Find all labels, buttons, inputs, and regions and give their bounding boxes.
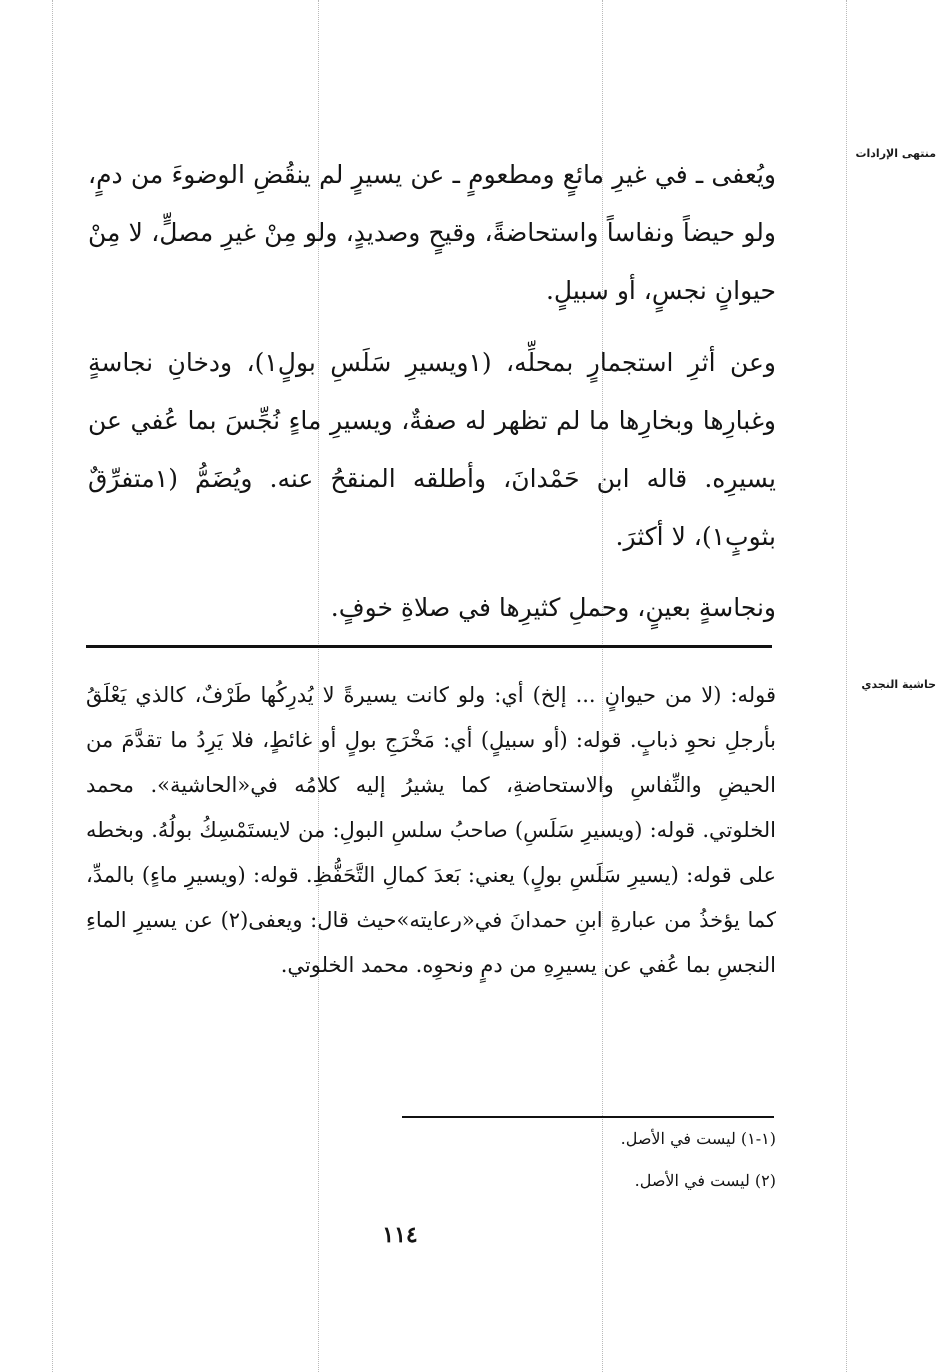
main-text-block — [88, 579, 776, 637]
footnote-2: (٢) ليست في الأصل. — [634, 1171, 776, 1190]
main-paragraph-2: وعن أثرِ استجمارٍ بمحلِّه، (١ويسيرِ سَلَسِ بولٍ١)، ودخانِ نجاسةٍ وغبارِها وبخارِها ما لم تظهر له صفةٌ، ويسيرِ ماءٍ نُجِّسَ بما عُفي عن يسيرِه. قاله ابن حَمْدانَ، وأطلقه المنقحُ عنه. ويُضَمُّ (١متفرِّقٌ بثوبٍ١)، لا أكثرَ. — [88, 348, 777, 551]
scan-guide-line — [846, 0, 847, 1372]
margin-label-main-source: منتهى الإرادات — [855, 147, 936, 160]
scan-guide-line — [52, 0, 53, 1372]
footnote-1: (١-١) ليست في الأصل. — [620, 1129, 776, 1148]
main-paragraph-3: ونجاسةٍ بعينٍ، وحملِ كثيرِها في صلاةِ خوفٍ. — [330, 593, 776, 622]
main-text-block — [88, 146, 776, 320]
main-text-block — [88, 334, 776, 566]
section-separator — [86, 645, 772, 648]
margin-label-commentary: حاشية النجدي — [861, 678, 936, 691]
footnote-rule — [402, 1116, 774, 1118]
page-number: ١١٤ — [382, 1222, 418, 1248]
commentary-paragraph: قوله: (لا من حيوانٍ ... إلخ) أي: ولو كانت يسيرةً لا يُدرِكُها طَرْفٌ، كالذي يَعْلَقُ بأرجلِ نحوِ ذبابٍ. قوله: (أو سبيلٍ) أي: مَخْرَجِ بولٍ أو غائطٍ، فلا يَرِدُ ما تقدَّمَ من الحيضِ والنِّفاسِ والاستحاضةِ، كما يشيرُ إليه كلامُه في«الحاشية». محمد الخلوتي. قوله: (ويسيرِ سَلَسِ) صاحبُ سلسِ البولِ: من لايستَمْسِكُ بولُهُ. وبخطه على قوله: (يسيرِ سَلَسِ بولٍ) يعني: بَعدَ كمالِ التَّحَفُّظِ. قوله: (ويسيرِ ماءٍ) بالمدِّ، كما يؤخذُ من عبارةِ ابنِ حمدانَ في«رعايته»حيث قال: ويعفى(٢) عن يسيرِ الماءِ النجسِ بما عُفي عن يسيرِهِ من دمٍ ونحوِه. محمد الخلوتي. — [86, 683, 776, 977]
main-paragraph-1: ويُعفى ـ في غيرِ مائعٍ ومطعومٍ ـ عن يسيرٍ لم ينقُضِ الوضوءَ من دمٍ، ولو حيضاً ونفاساً واستحاضةً، وقيحٍ وصديدٍ، ولو مِنْ غيرِ مصلٍّ، لا مِنْ حيوانٍ نجسٍ، أو سبيلٍ. — [88, 160, 776, 305]
